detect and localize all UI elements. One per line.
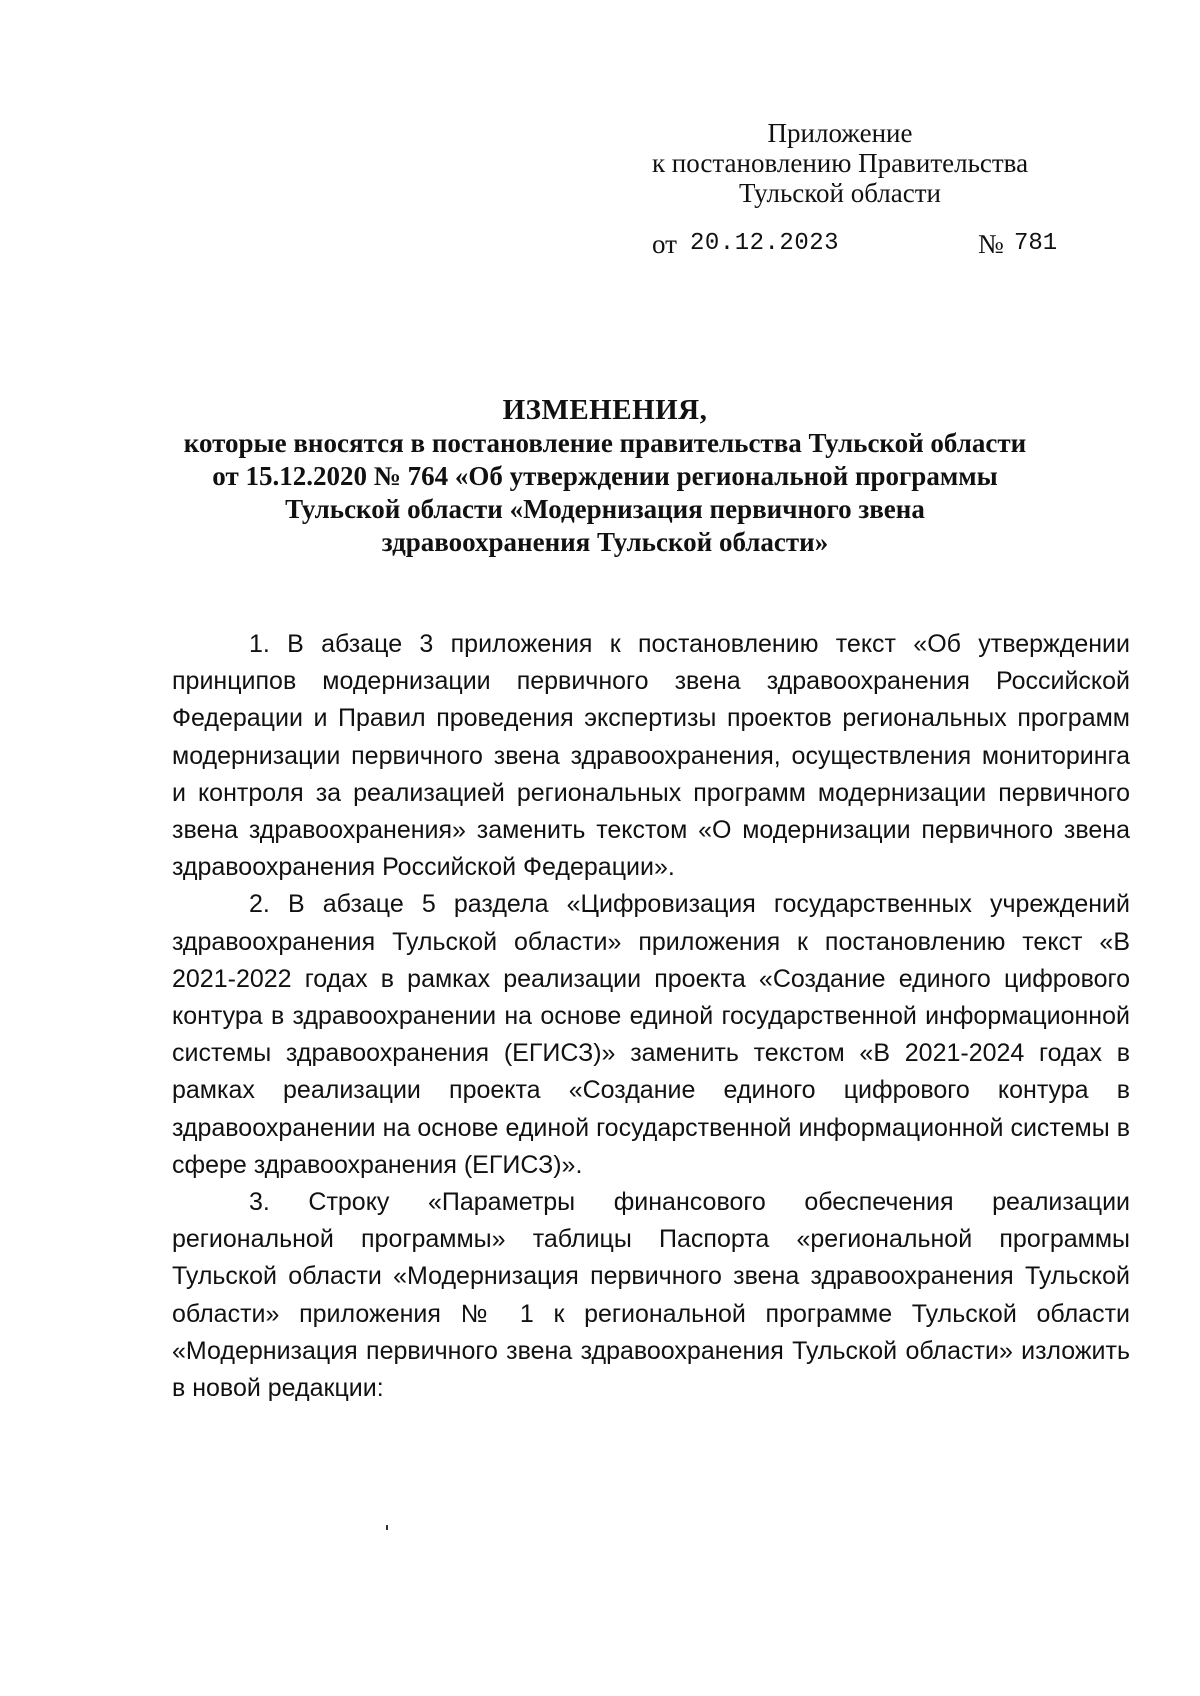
paragraph-2: 2. В абзаце 5 раздела «Цифровизация государственных учреждений здравоохранения Тульской области» приложения к постановлению текст «В 2021-2022 годах в рамках реализации проекта «Создание единого цифрового контура в здравоохранении на основе единой государственной информационной системы здравоохранения (ЕГИСЗ)» заменить текстом «В 2021-2024 годах в рамках реализации проекта «Создание единого цифрового контура в здравоохранении на основе единой государственной информационной системы в сфере здравоохранения (ЕГИСЗ)». [172,890,1130,1179]
title-line-3: Тульской области «Модернизация первичного звена [285,494,925,524]
scan-speck [386,1525,388,1530]
decree-date: 20.12.2023 [690,230,840,257]
document-title [150,394,1060,559]
date-prefix: от [652,229,677,259]
document-body [172,626,1130,1407]
number-prefix: № [978,229,1004,259]
title-heading: ИЗМЕНЕНИЯ, [502,394,708,426]
appendix-line-1: Приложение [767,118,913,148]
title-line-4: здравоохранения Тульской области» [381,527,829,557]
appendix-header [640,118,1040,208]
title-line-2: от 15.12.2020 № 764 «Об утверждении региональной программы [212,461,998,491]
decree-meta [652,228,1058,260]
appendix-line-3: Тульской области [739,178,941,208]
appendix-line-2: к постановлению Правительства [651,148,1029,178]
decree-number: 781 [1014,230,1058,257]
paragraph-3: 3. Строку «Параметры финансового обеспечения реализации региональной программы» таблицы Паспорта «региональной программы Тульской области «Модернизация первичного звена здравоохранения Тульской области» приложения № 1 к региональной программе Тульской области «Модернизация первичного звена здравоохранения Тульской области» изложить в новой редакции: [172,1188,1130,1403]
title-line-1: которые вносятся в постановление правительства Тульской области [183,428,1027,458]
paragraph-1: 1. В абзаце 3 приложения к постановлению текст «Об утверждении принципов модернизации первичного звена здравоохранения Российской Федерации и Правил проведения экспертизы проектов региональных программ модернизации первичного звена здравоохранения, осуществления мониторинга и контроля за реализацией региональных программ модернизации первичного звена здравоохранения» заменить текстом «О модернизации первичного звена здравоохранения Российской Федерации». [172,630,1130,882]
